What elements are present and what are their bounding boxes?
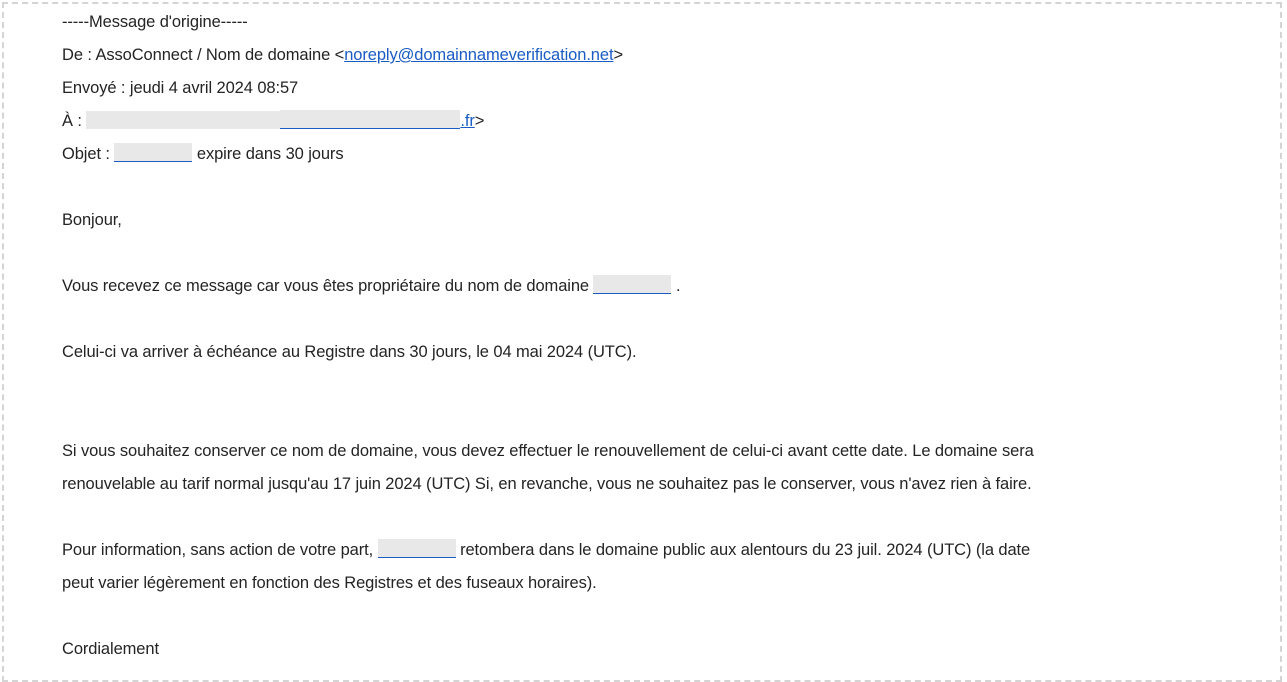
paragraph-renewal-line1: Si vous souhaitez conserver ce nom de domaine, vous devez effectuer le renouvellement de celui-ci avant cette date. Le domaine sera	[62, 442, 1034, 460]
greeting: Bonjour,	[62, 211, 122, 229]
to-label: À :	[62, 112, 87, 130]
from-email-link[interactable]: noreply@domainnameverification.net	[344, 46, 614, 64]
recipient-email-suffix[interactable]: .fr	[460, 112, 475, 130]
from-line: De : AssoConnect / Nom de domaine <noreply@domainnameverification.net>	[62, 46, 623, 64]
paragraph-ownership: Vous recevez ce message car vous êtes propriétaire du nom de domaine .	[62, 277, 681, 295]
from-name: AssoConnect / Nom de domaine <	[95, 46, 345, 64]
from-label: De :	[62, 46, 96, 64]
paragraph-info-line2: peut varier légèrement en fonction des Registres et des fuseaux horaires).	[62, 574, 597, 592]
original-message-separator: -----Message d'origine-----	[62, 13, 248, 31]
to-line: À : .fr>	[62, 112, 485, 130]
paragraph-info-line1: Pour information, sans action de votre part, retombera dans le domaine public aux alentours du 23 juil. 2024 (UTC) (la date	[62, 541, 1031, 559]
redacted-domain-link[interactable]	[378, 539, 456, 558]
subject-label: Objet :	[62, 145, 115, 163]
subject-line	[62, 138, 1272, 171]
closing: Cordialement	[62, 640, 159, 658]
paragraph-renewal-line2: renouvelable au tarif normal jusqu'au 17 juin 2024 (UTC) Si, en revanche, vous ne souhaitez pas le conserver, vous n'avez rien à faire.	[62, 475, 1032, 493]
sent-value: jeudi 4 avril 2024 08:57	[129, 79, 299, 97]
paragraph-expiry: Celui-ci va arriver à échéance au Registre dans 30 jours, le 04 mai 2024 (UTC).	[62, 343, 637, 361]
sent-line	[62, 72, 1272, 105]
redacted-recipient-email-link[interactable]	[280, 110, 460, 129]
sent-label: Envoyé :	[62, 79, 130, 97]
subject-text: expire dans 30 jours	[192, 145, 344, 163]
email-body	[62, 6, 1272, 666]
redacted-recipient-name	[86, 111, 280, 129]
redacted-domain-link[interactable]	[593, 275, 671, 294]
redacted-domain-link[interactable]	[114, 143, 192, 162]
